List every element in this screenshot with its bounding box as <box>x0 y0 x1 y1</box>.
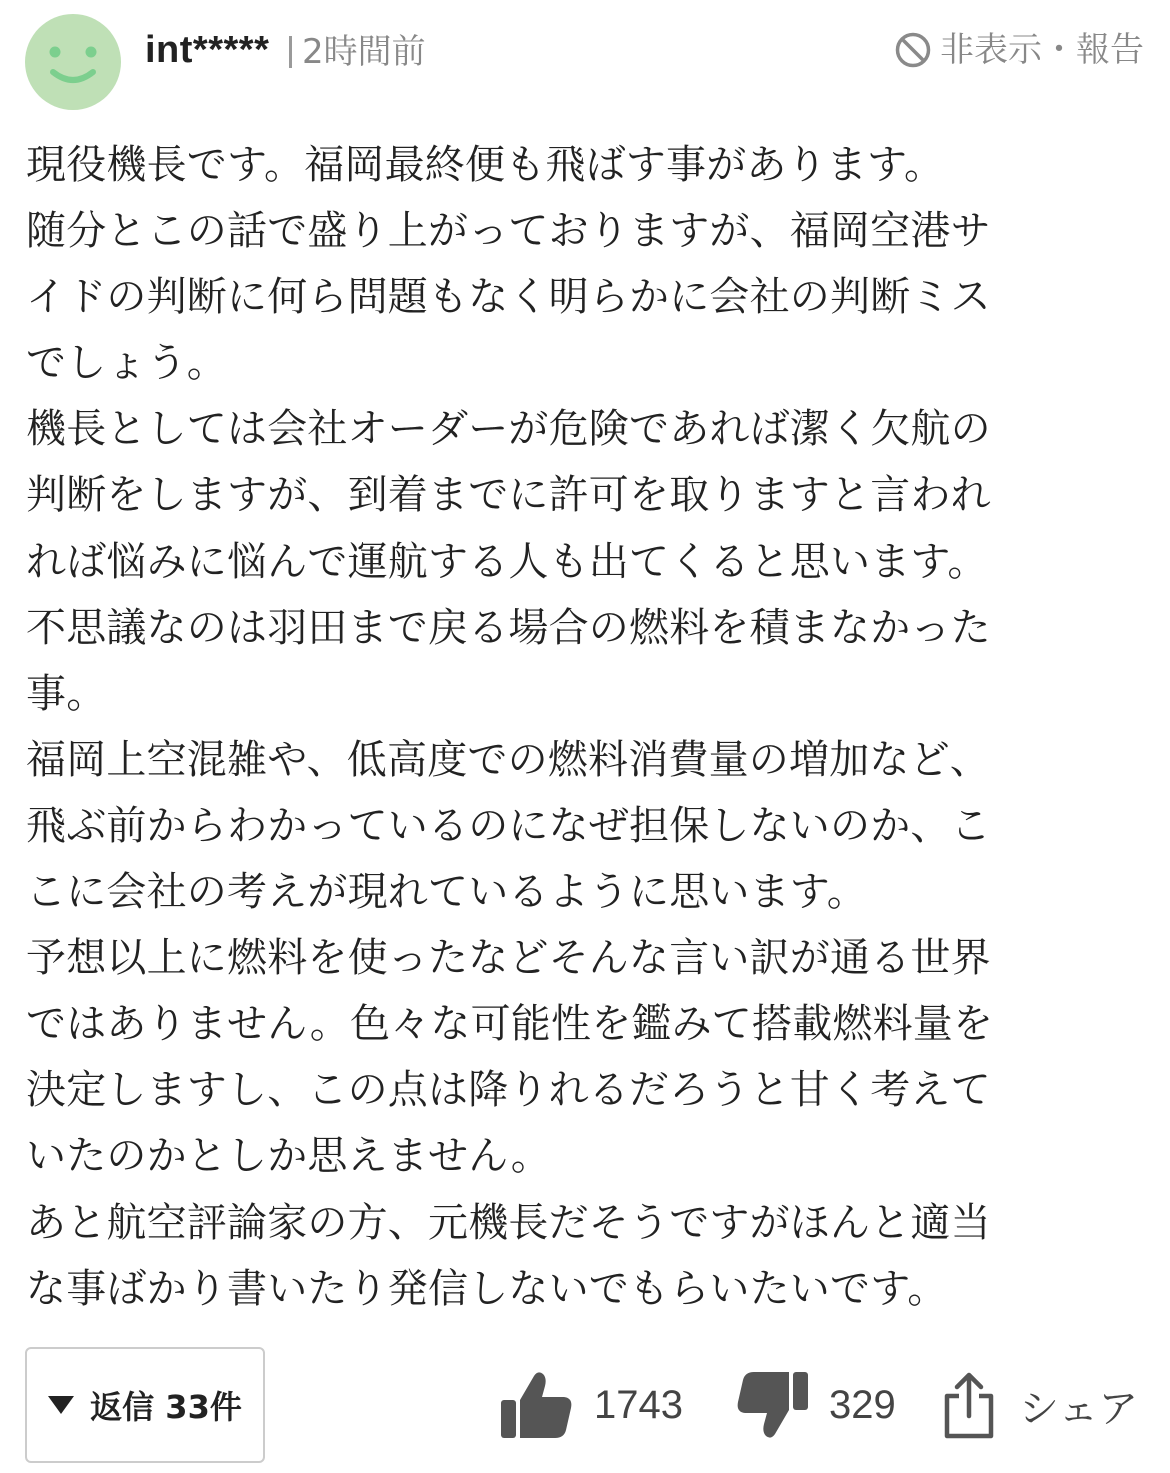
avatar[interactable] <box>25 14 121 110</box>
comment-body <box>26 132 1146 1322</box>
share-button[interactable] <box>943 1370 1138 1440</box>
comment-line: 現役機長です。福岡最終便も飛ばす事があります。 <box>26 142 945 188</box>
dislike-count: 329 <box>829 1382 896 1427</box>
thumbs-up-icon <box>500 1370 574 1440</box>
hide-report-label: 非表示・報告 <box>940 30 1144 70</box>
comment-line: こに会社の考えが現れているように思います。 <box>26 869 867 916</box>
comment-line: 飛ぶ前からわかっているのになぜ担保しないのか、こ <box>26 802 991 849</box>
comment-line: あと航空評論家の方、元機長だそうですがほんと適当 <box>26 1199 991 1246</box>
header-divider <box>289 36 292 68</box>
post-time: 2時間前 <box>302 32 426 72</box>
like-count: 1743 <box>594 1382 683 1427</box>
prohibited-icon <box>894 31 932 69</box>
comment-line: いたのかとしか思えません。 <box>26 1133 551 1180</box>
thumbs-down-icon <box>735 1370 809 1440</box>
share-label: シェア <box>1019 1385 1139 1432</box>
comment-header <box>0 0 1170 110</box>
dislike-button[interactable] <box>735 1370 896 1440</box>
comment-line: ではありません。色々な可能性を鑑みて搭載燃料量を <box>26 1001 994 1048</box>
smiley-face-icon <box>25 14 121 110</box>
comment-line: 決定しますし、この点は降りれるだろうと甘く考えて <box>26 1067 991 1114</box>
comment-line: 機長としては会社オーダーが危険であれば潔く欠航の <box>26 406 991 453</box>
comment-line: 予想以上に燃料を使ったなどそんな言い訳が通る世界 <box>26 935 991 982</box>
reply-toggle-button[interactable] <box>25 1347 265 1463</box>
comment-line: でしょう。 <box>26 340 227 387</box>
like-button[interactable] <box>500 1370 683 1440</box>
triangle-down-icon <box>48 1396 74 1414</box>
comment-line: な事ばかり書いたり発信しないでもらいたいです。 <box>26 1265 948 1312</box>
comment-line: れば悩みに悩んで運航する人も出てくると思います。 <box>26 538 988 585</box>
username[interactable]: int***** <box>145 29 270 71</box>
comment-line: 判断をしますが、到着までに許可を取りますと言われ <box>26 472 991 519</box>
comment-line: 随分とこの話で盛り上がっておりますが、福岡空港サ <box>26 208 991 255</box>
hide-report-link[interactable] <box>894 28 1144 72</box>
comment-line: 福岡上空混雑や、低高度での燃料消費量の増加など、 <box>26 736 990 783</box>
comment-line: 不思議なのは羽田まで戻る場合の燃料を積まなかった <box>26 604 991 651</box>
comment-line: 事。 <box>26 670 107 717</box>
share-icon <box>943 1370 995 1440</box>
comment-footer <box>0 1340 1170 1473</box>
reply-count-label: 返信 33件 <box>90 1388 242 1426</box>
comment-line: イドの判断に何ら問題もなく明らかに会社の判断ミス <box>26 274 991 321</box>
